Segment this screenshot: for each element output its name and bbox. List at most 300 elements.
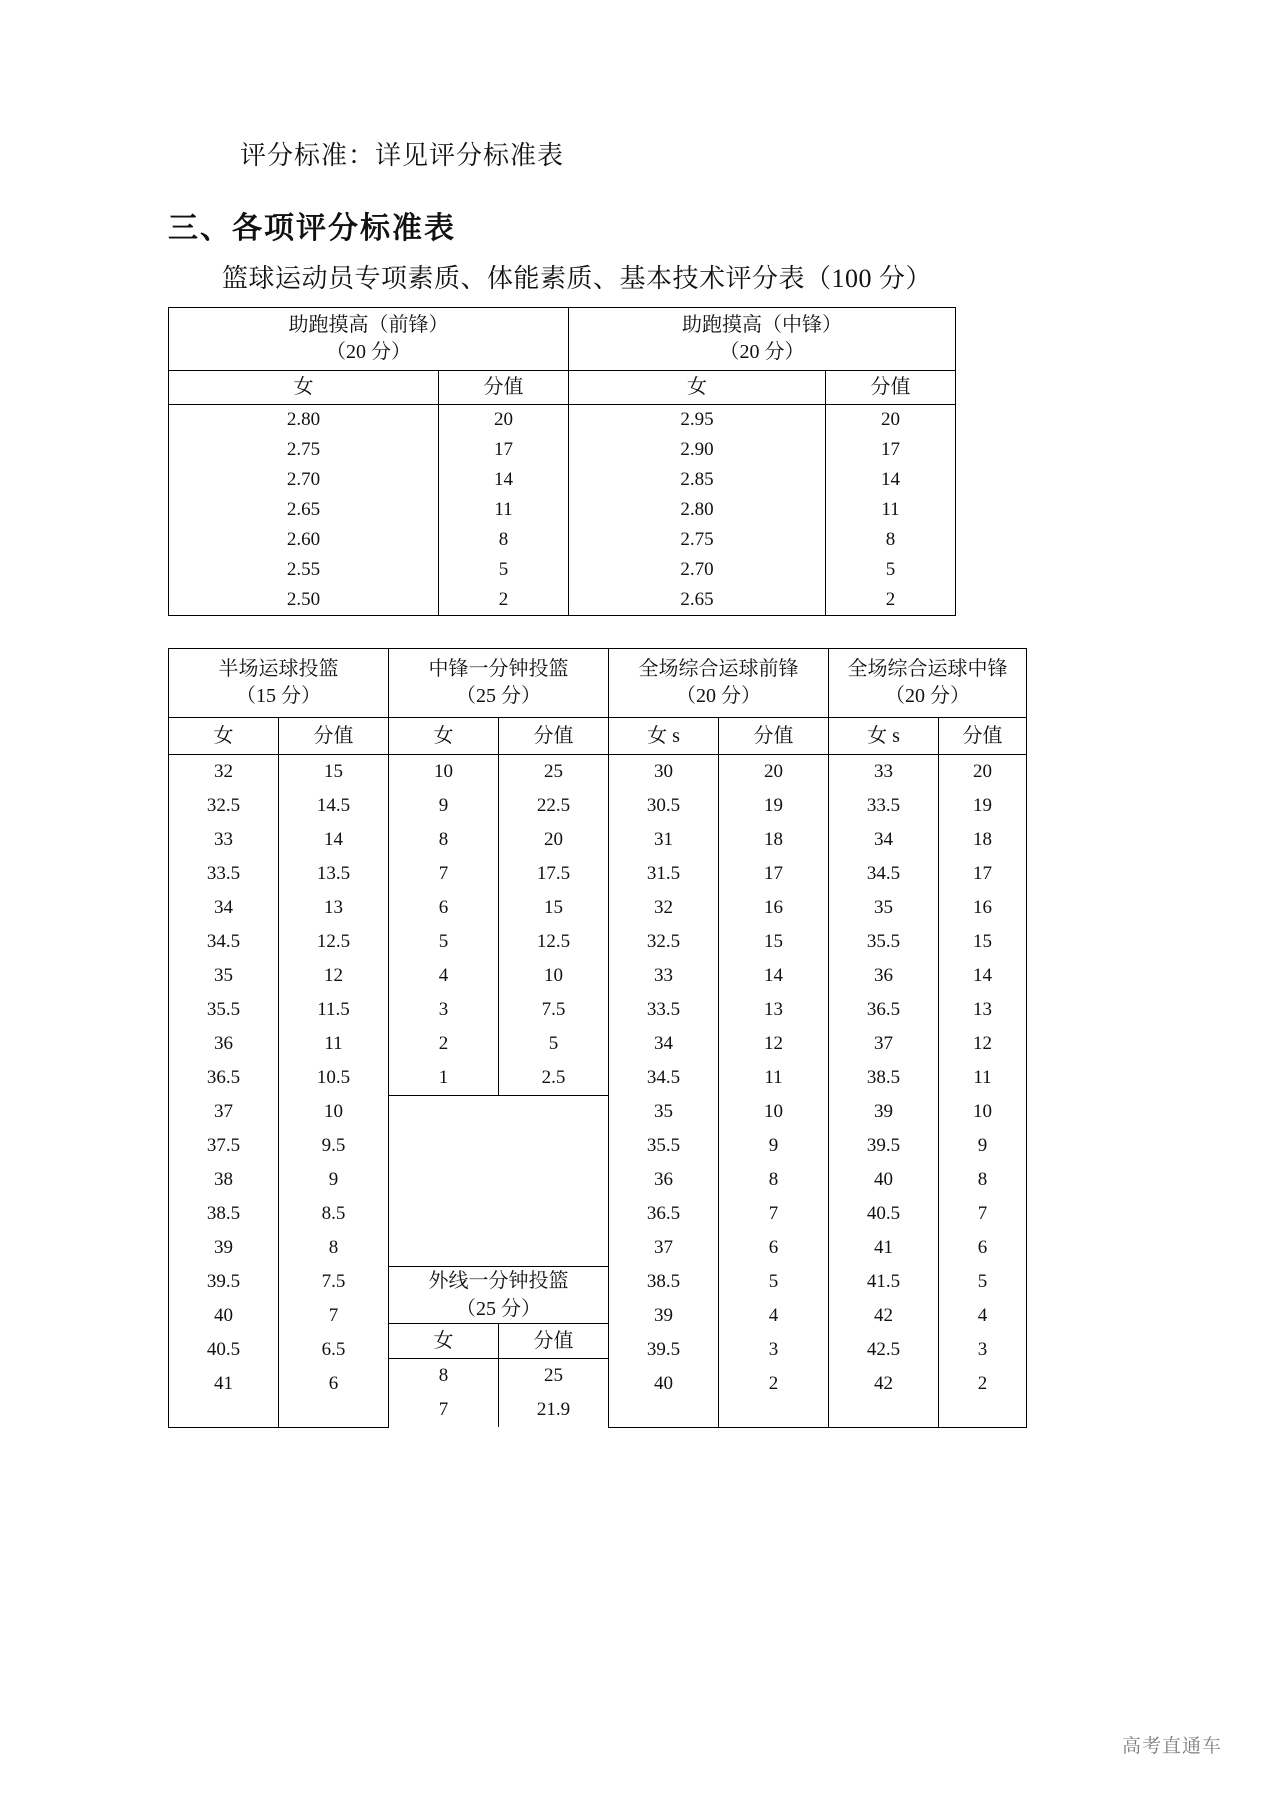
cell: 7 — [328, 1305, 339, 1327]
group-header-points: （20 分） — [719, 341, 805, 363]
cell: 40.5 — [206, 1339, 241, 1361]
table-row — [719, 959, 828, 993]
table-row — [609, 823, 718, 857]
table-row — [169, 495, 956, 525]
cell: 37 — [874, 1033, 893, 1055]
table-row — [279, 1163, 388, 1197]
cell: 14 — [973, 965, 992, 987]
cell: 15 — [544, 897, 563, 919]
nested-table — [169, 755, 278, 1401]
cell: 2.80 — [569, 495, 826, 525]
column-header: 分值 — [499, 1324, 609, 1359]
table-row — [279, 1333, 388, 1367]
cell: 2.70 — [569, 555, 826, 585]
table-row — [829, 755, 938, 789]
cell: 2.50 — [169, 585, 439, 616]
table-row — [609, 1265, 718, 1299]
table-row — [279, 1367, 388, 1401]
table-row — [279, 1197, 388, 1231]
scoring-table-approach-jump — [168, 307, 956, 616]
cell: 39.5 — [866, 1135, 901, 1157]
blank-spacer-row — [389, 1096, 608, 1267]
table-row — [169, 308, 956, 371]
nested-table — [829, 755, 938, 1401]
table-row — [719, 1231, 828, 1265]
table-row — [389, 1359, 608, 1394]
col-half-court-score — [279, 755, 389, 1428]
blank-cell — [389, 1096, 608, 1267]
cell: 40 — [214, 1305, 233, 1327]
cell: 2.5 — [499, 1061, 609, 1096]
table-row — [939, 1333, 1026, 1367]
table-row — [719, 857, 828, 891]
table-row — [169, 1129, 278, 1163]
cell: 30.5 — [646, 795, 681, 817]
cell: 35.5 — [206, 999, 241, 1021]
cell: 36.5 — [866, 999, 901, 1021]
cell: 6 — [768, 1237, 779, 1259]
cell: 5 — [826, 555, 956, 585]
cell: 5 — [768, 1271, 779, 1293]
table-row — [829, 993, 938, 1027]
cell: 1 — [389, 1061, 499, 1096]
cell: 40 — [874, 1169, 893, 1191]
group-header-points: （20 分） — [326, 341, 411, 363]
cell: 17 — [764, 863, 783, 885]
cell: 20 — [826, 405, 956, 436]
cell: 25 — [544, 761, 563, 783]
table-row — [169, 755, 278, 789]
cell: 34 — [654, 1033, 673, 1055]
column-header: 女 — [169, 718, 279, 755]
subtable-title-points: （25 分） — [456, 1298, 541, 1320]
col-half-court-value — [169, 755, 279, 1428]
cell: 22.5 — [536, 795, 571, 817]
table-row — [719, 823, 828, 857]
cell: 11 — [826, 495, 956, 525]
cell: 40.5 — [866, 1203, 901, 1225]
table-row — [609, 925, 718, 959]
nested-table — [279, 755, 388, 1401]
table-row — [939, 1061, 1026, 1095]
cell: 10 — [389, 755, 499, 789]
table-row — [609, 1333, 718, 1367]
cell: 17 — [973, 863, 992, 885]
cell: 15 — [324, 761, 343, 783]
cell: 10 — [973, 1101, 992, 1123]
cell: 17.5 — [536, 863, 571, 885]
cell: 35 — [654, 1101, 673, 1123]
table-row — [169, 1163, 278, 1197]
cell: 14 — [439, 465, 569, 495]
cell: 36 — [214, 1033, 233, 1055]
table-row — [169, 585, 956, 616]
table-row — [939, 1265, 1026, 1299]
cell: 41 — [214, 1373, 233, 1395]
cell: 17 — [439, 435, 569, 465]
table-row — [279, 1265, 388, 1299]
table-row — [719, 1061, 828, 1095]
table-row — [169, 465, 956, 495]
cell: 7 — [977, 1203, 988, 1225]
cell: 7 — [389, 1393, 499, 1427]
group-header-title: 助跑摸高（前锋） — [288, 314, 449, 336]
table-row — [829, 1265, 938, 1299]
cell: 39 — [874, 1101, 893, 1123]
table-row — [719, 1197, 828, 1231]
cell: 42.5 — [866, 1339, 901, 1361]
table-row — [609, 1367, 718, 1401]
group-header-title: 全场综合运球前锋 — [638, 658, 799, 680]
table-row — [939, 1163, 1026, 1197]
cell: 41.5 — [866, 1271, 901, 1293]
table-row — [829, 891, 938, 925]
subtable-header-row — [389, 1324, 608, 1359]
table-row — [279, 1129, 388, 1163]
cell: 2.60 — [169, 525, 439, 555]
cell: 15 — [973, 931, 992, 953]
table-row — [279, 857, 388, 891]
table-row — [169, 1367, 278, 1401]
table-row — [279, 1299, 388, 1333]
cell: 37.5 — [206, 1135, 241, 1157]
cell: 2.90 — [569, 435, 826, 465]
cell: 36 — [874, 965, 893, 987]
cell: 33 — [874, 761, 893, 783]
cell: 8 — [977, 1169, 988, 1191]
cell: 7.5 — [321, 1271, 346, 1293]
table-row — [169, 857, 278, 891]
table-row — [829, 789, 938, 823]
cell: 3 — [977, 1339, 988, 1361]
table-row — [609, 1095, 718, 1129]
cell: 2 — [977, 1373, 988, 1395]
table-row — [939, 1095, 1026, 1129]
table-row — [829, 1163, 938, 1197]
cell: 2.95 — [569, 405, 826, 436]
column-header: 女 s — [829, 718, 939, 755]
cell: 41 — [874, 1237, 893, 1259]
table-row — [939, 823, 1026, 857]
cell: 9 — [389, 789, 499, 823]
table-row — [389, 755, 608, 789]
cell: 34.5 — [206, 931, 241, 953]
group-header-center-one-minute — [389, 649, 609, 718]
column-header: 女 — [389, 1324, 499, 1359]
table-row — [389, 891, 608, 925]
cell: 19 — [973, 795, 992, 817]
cell: 4 — [389, 959, 499, 993]
cell: 35.5 — [646, 1135, 681, 1157]
cell: 13 — [973, 999, 992, 1021]
group-header-title: 全场综合运球中锋（20 分） — [847, 658, 1008, 707]
table-row — [169, 1299, 278, 1333]
cell: 14 — [826, 465, 956, 495]
cell: 2.75 — [169, 435, 439, 465]
column-header: 分值 — [939, 718, 1027, 755]
cell: 14.5 — [316, 795, 351, 817]
group-header-points: （20 分） — [676, 685, 761, 707]
cell: 12 — [764, 1033, 783, 1055]
cell: 14 — [324, 829, 343, 851]
table-row — [169, 1027, 278, 1061]
table-row — [389, 959, 608, 993]
cell: 18 — [764, 829, 783, 851]
cell: 36.5 — [646, 1203, 681, 1225]
cell: 8.5 — [321, 1203, 346, 1225]
table-row — [169, 891, 278, 925]
cell: 7 — [768, 1203, 779, 1225]
cell: 33 — [654, 965, 673, 987]
group-header-center — [569, 308, 956, 371]
cell: 37 — [214, 1101, 233, 1123]
cell: 10 — [324, 1101, 343, 1123]
cell: 2.70 — [169, 465, 439, 495]
cell: 35.5 — [866, 931, 901, 953]
cell: 19 — [764, 795, 783, 817]
section-title: 三、各项评分标准表 — [168, 212, 456, 245]
group-header-half-court-dribble — [169, 649, 389, 718]
table-row — [829, 1197, 938, 1231]
table-row — [719, 993, 828, 1027]
table-row — [829, 823, 938, 857]
scoring-table-skills — [168, 648, 1027, 1428]
table-row — [829, 1367, 938, 1401]
table-body-row — [169, 755, 1027, 1428]
cell: 3 — [768, 1339, 779, 1361]
table-row — [389, 857, 608, 891]
cell: 34.5 — [646, 1067, 681, 1089]
cell: 2.55 — [169, 555, 439, 585]
cell: 5 — [389, 925, 499, 959]
table-row — [609, 891, 718, 925]
table-row — [719, 1163, 828, 1197]
cell: 34.5 — [866, 863, 901, 885]
cell: 11 — [439, 495, 569, 525]
cell: 32 — [654, 897, 673, 919]
table-row — [169, 959, 278, 993]
table-row — [169, 1231, 278, 1265]
note-line: 评分标准：详见评分标准表 — [240, 141, 565, 170]
table-row — [279, 959, 388, 993]
table-row — [829, 1095, 938, 1129]
table-caption: 篮球运动员专项素质、体能素质、基本技术评分表（100 分） — [222, 264, 933, 293]
table-row — [829, 1231, 938, 1265]
cell: 7.5 — [541, 999, 566, 1021]
table-row — [389, 789, 608, 823]
table-row — [609, 959, 718, 993]
table-row — [169, 555, 956, 585]
table-row — [169, 823, 278, 857]
watermark: 高考直通车 — [1121, 1736, 1222, 1757]
cell: 13 — [324, 897, 343, 919]
cell: 11 — [324, 1033, 343, 1055]
table-row — [939, 959, 1026, 993]
table-row — [389, 1393, 608, 1427]
cell: 2.65 — [169, 495, 439, 525]
table-row — [939, 1231, 1026, 1265]
table-row — [829, 959, 938, 993]
cell: 2.65 — [569, 585, 826, 616]
cell: 8 — [328, 1237, 339, 1259]
nested-table — [719, 755, 828, 1401]
cell: 32 — [214, 761, 233, 783]
table-row — [389, 1027, 608, 1061]
table-row — [939, 789, 1026, 823]
cell: 35 — [874, 897, 893, 919]
cell: 5 — [548, 1033, 559, 1055]
table-row — [609, 1197, 718, 1231]
cell: 25 — [544, 1365, 563, 1387]
cell: 10.5 — [316, 1067, 351, 1089]
column-header: 分值 — [439, 371, 569, 405]
column-header: 女 s — [609, 718, 719, 755]
table-row — [829, 1027, 938, 1061]
cell: 20 — [544, 829, 563, 851]
cell: 30 — [654, 761, 673, 783]
table-header-row — [169, 371, 956, 405]
table-row — [939, 891, 1026, 925]
cell: 36.5 — [206, 1067, 241, 1089]
cell: 2.80 — [169, 405, 439, 436]
cell: 38.5 — [206, 1203, 241, 1225]
table-row — [609, 1299, 718, 1333]
cell: 16 — [764, 897, 783, 919]
cell: 42 — [874, 1305, 893, 1327]
table-row — [829, 1061, 938, 1095]
cell: 2 — [826, 585, 956, 616]
table-row — [389, 993, 608, 1027]
table-row — [609, 1027, 718, 1061]
table-row — [609, 1231, 718, 1265]
cell: 3 — [389, 993, 499, 1027]
cell: 32.5 — [206, 795, 241, 817]
table-row — [169, 1333, 278, 1367]
cell: 36 — [654, 1169, 673, 1191]
cell: 12.5 — [316, 931, 351, 953]
column-header: 分值 — [719, 718, 829, 755]
table-row — [719, 1333, 828, 1367]
cell: 38.5 — [866, 1067, 901, 1089]
cell: 8 — [439, 525, 569, 555]
cell: 7 — [389, 857, 499, 891]
cell: 8 — [389, 823, 499, 857]
table-row — [609, 1061, 718, 1095]
cell: 14 — [764, 965, 783, 987]
table-row — [939, 993, 1026, 1027]
group-header-points: （15 分） — [236, 685, 321, 707]
column-header: 女 — [569, 371, 826, 405]
table-row — [829, 1299, 938, 1333]
table-row — [829, 1129, 938, 1163]
cell: 39.5 — [206, 1271, 241, 1293]
table-row — [389, 1061, 608, 1096]
cell: 33 — [214, 829, 233, 851]
cell: 33.5 — [206, 863, 241, 885]
table-row — [719, 891, 828, 925]
cell: 4 — [768, 1305, 779, 1327]
table-row — [939, 925, 1026, 959]
cell: 11 — [764, 1067, 783, 1089]
column-header: 分值 — [826, 371, 956, 405]
table-row — [719, 1265, 828, 1299]
cell: 33.5 — [866, 795, 901, 817]
cell: 31.5 — [646, 863, 681, 885]
cell: 4 — [977, 1305, 988, 1327]
cell: 17 — [826, 435, 956, 465]
cell: 8 — [389, 1359, 499, 1394]
cell: 13 — [764, 999, 783, 1021]
table-row — [169, 405, 956, 436]
table-row — [389, 925, 608, 959]
cell: 20 — [764, 761, 783, 783]
nested-table — [939, 755, 1026, 1401]
cell: 6 — [328, 1373, 339, 1395]
cell: 6 — [389, 891, 499, 925]
subtable-title — [389, 1267, 608, 1324]
table-row — [609, 755, 718, 789]
cell: 5 — [977, 1271, 988, 1293]
cell: 13.5 — [316, 863, 351, 885]
cell: 2.85 — [569, 465, 826, 495]
table-row — [719, 1095, 828, 1129]
column-header: 女 — [169, 371, 439, 405]
table-row — [609, 1129, 718, 1163]
cell: 33.5 — [646, 999, 681, 1021]
table-row — [169, 789, 278, 823]
table-row — [609, 993, 718, 1027]
table-row — [719, 789, 828, 823]
col-full-court-forward-value — [609, 755, 719, 1428]
table-row — [829, 857, 938, 891]
table-row — [939, 1299, 1026, 1333]
group-header-title: 助跑摸高（中锋） — [682, 314, 842, 336]
table-row — [279, 755, 388, 789]
group-header-title: 中锋一分钟投篮 — [428, 658, 569, 680]
cell: 31 — [654, 829, 673, 851]
cell: 39.5 — [646, 1339, 681, 1361]
group-header-forward — [169, 308, 569, 371]
cell: 11 — [973, 1067, 992, 1089]
table-row — [279, 891, 388, 925]
table-row — [169, 1265, 278, 1299]
column-header: 分值 — [279, 718, 389, 755]
table-row — [279, 1095, 388, 1129]
cell: 18 — [973, 829, 992, 851]
cell: 38 — [214, 1169, 233, 1191]
cell: 20 — [439, 405, 569, 436]
cell: 6.5 — [321, 1339, 346, 1361]
table-row — [939, 1129, 1026, 1163]
table-row — [279, 925, 388, 959]
table-row — [719, 1129, 828, 1163]
column-header: 女 — [389, 718, 499, 755]
table-row — [719, 925, 828, 959]
cell: 15 — [764, 931, 783, 953]
group-header-full-court-forward — [609, 649, 829, 718]
table-header-row — [169, 718, 1027, 755]
cell: 6 — [977, 1237, 988, 1259]
cell: 34 — [874, 829, 893, 851]
table-row — [279, 1061, 388, 1095]
cell: 38.5 — [646, 1271, 681, 1293]
cell: 12 — [324, 965, 343, 987]
table-row — [389, 823, 608, 857]
cell: 42 — [874, 1373, 893, 1395]
cell: 37 — [654, 1237, 673, 1259]
cell: 2 — [768, 1373, 779, 1395]
cell: 9 — [977, 1135, 988, 1157]
